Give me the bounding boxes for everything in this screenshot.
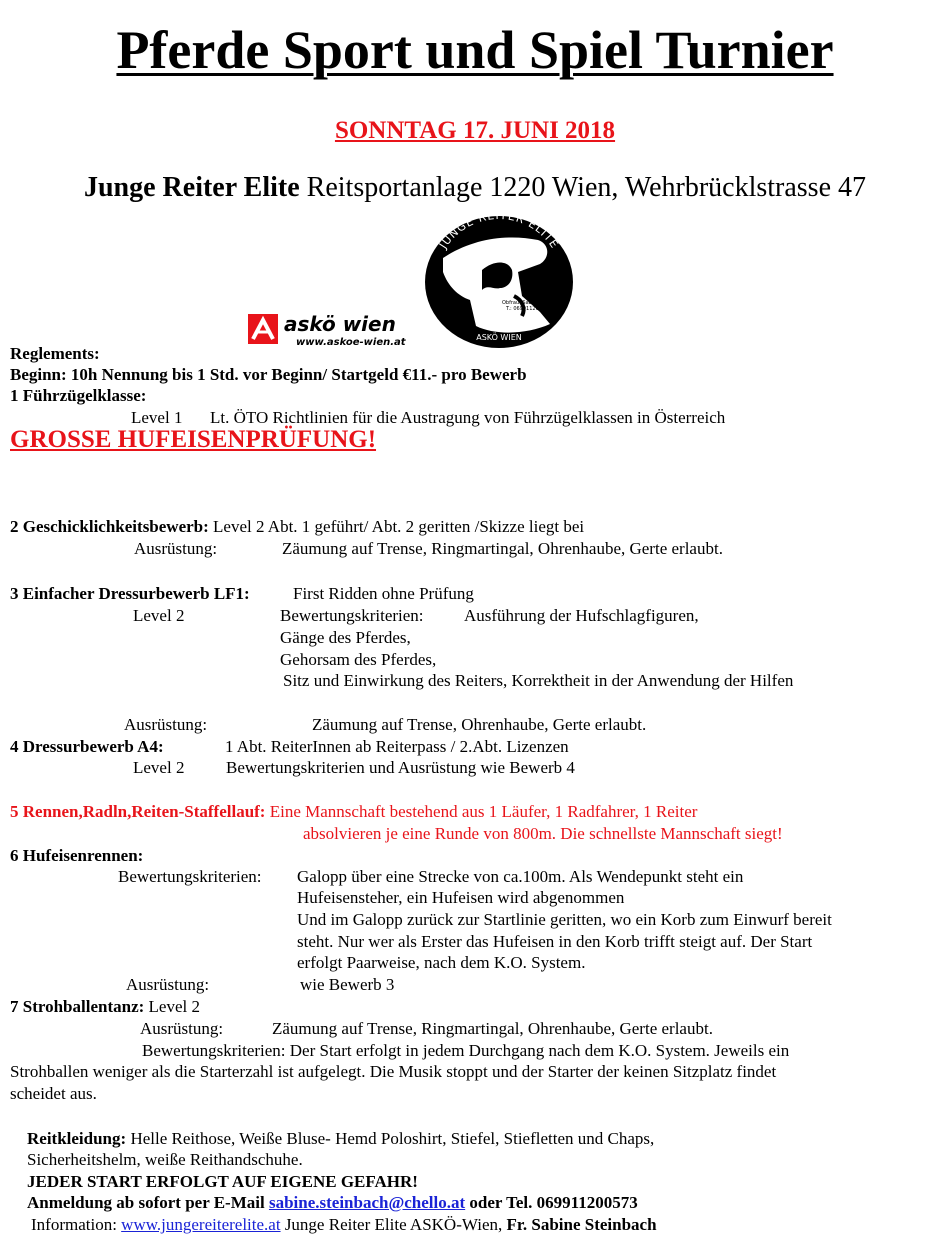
bewerb7-equip-label: Ausrüstung:: [140, 1019, 224, 1038]
bewerb3-criteria-2: Gänge des Pferdes,: [280, 628, 411, 647]
reitkleidung-line: [27, 1128, 654, 1149]
phone-text: oder Tel. 069911200573: [465, 1193, 638, 1212]
bewerb2-line: [10, 516, 584, 537]
reglements-heading: Reglements:: [10, 344, 100, 363]
bewerb3-text: First Ridden ohne Prüfung: [293, 584, 474, 603]
bewerb2-equip-label: Ausrüstung:: [134, 539, 218, 558]
bewerb5-text2: absolvieren je eine Runde von 800m. Die schnellste Mannschaft siegt!: [303, 824, 783, 843]
information-line: [31, 1214, 657, 1235]
bewerb3-criteria-3: Gehorsam des Pferdes,: [280, 650, 437, 669]
anmeldung-label: Anmeldung ab sofort per E-Mail: [27, 1193, 269, 1212]
reitkleidung-label: Reitkleidung:: [27, 1129, 127, 1148]
jre-line1: Obfrau: Sabine Steinbach: [502, 300, 566, 306]
askoe-logo-url: www.askoe-wien.at: [296, 337, 406, 348]
bewerb6-line-1: Galopp über eine Strecke von ca.100m. Als Wendepunkt steht ein: [297, 867, 744, 886]
bewerb1-level: Level 1: [131, 408, 183, 427]
bewerb6-line-4: steht. Nur wer als Erster das Hufeisen in den Korb trifft steigt auf. Der Start: [297, 932, 813, 951]
bewerb4-text: 1 Abt. ReiterInnen ab Reiterpass / 2.Abt. Lizenzen: [225, 737, 569, 756]
bewerb7-line: [10, 996, 200, 1017]
bewerb5-line: [10, 801, 697, 822]
svg-text:JUNGE REITER ELITE: [436, 209, 561, 252]
bewerb4-level-text: Bewertungskriterien und Ausrüstung wie Bewerb 4: [226, 758, 575, 777]
jre-line2: T.: 069911200573: [506, 306, 552, 312]
bewerb7-equip-text: Zäumung auf Trense, Ringmartingal, Ohrenhaube, Gerte erlaubt.: [272, 1019, 713, 1038]
email-link[interactable]: sabine.steinbach@chello.at: [268, 1193, 466, 1212]
jre-logo: [418, 200, 580, 348]
bewerb5-text1: Eine Mannschaft bestehend aus 1 Läufer, 1 Radfahrer, 1 Reiter: [265, 802, 698, 821]
contact-name: Fr. Sabine Steinbach: [506, 1215, 657, 1234]
jre-bottom-text: ASKÖ WIEN: [476, 333, 522, 342]
bewerb3-level: Level 2: [133, 606, 185, 625]
bewerb4-title: 4 Dressurbewerb A4:: [10, 737, 164, 756]
bewerb2-title: 2 Geschicklichkeitsbewerb:: [10, 517, 209, 536]
venue-address: Reitsportanlage 1220 Wien, Wehrbrücklstrasse 47: [299, 172, 866, 203]
reitkleidung-text-2: Sicherheitshelm, weiße Reithandschuhe.: [27, 1150, 303, 1169]
bewerb7-criteria-3: scheidet aus.: [10, 1084, 97, 1103]
bewerb6-line-2: Hufeisensteher, ein Hufeisen wird abgenommen: [297, 888, 625, 907]
club-name: Junge Reiter Elite: [83, 172, 300, 203]
bewerb2-text: Level 2 Abt. 1 geführt/ Abt. 2 geritten /Skizze liegt bei: [208, 517, 585, 536]
bewerb4-level: Level 2: [133, 758, 185, 777]
bewerb6-line-3: Und im Galopp zurück zur Startlinie geritten, wo ein Korb zum Einwurf bereit: [297, 910, 832, 929]
bewerb5-title: 5 Rennen,Radln,Reiten-Staffellauf:: [10, 802, 266, 821]
jre-logo-text: [418, 200, 580, 348]
bewerb3-criteria-label: Bewertungskriterien:: [280, 606, 424, 625]
bewerb3-criteria-1: Ausführung der Hufschlagfiguren,: [464, 606, 699, 625]
highlight-heading: GROSSE HUFEISENPRÜFUNG!: [10, 426, 377, 453]
bewerb7-criteria-1: Bewertungskriterien: Der Start erfolgt in jedem Durchgang nach dem K.O. System. Jeweils ein: [142, 1041, 790, 1060]
askoe-logo-name: askö wien: [284, 312, 396, 336]
beginn-line: Beginn: 10h Nennung bis 1 Std. vor Beginn/ Startgeld €11.- pro Bewerb: [10, 365, 527, 384]
askoe-logo: [248, 312, 406, 352]
bewerb7-criteria-2: Strohballen weniger als die Starterzahl ist aufgelegt. Die Musik stoppt und der Starter der keinen Sitzplatz findet: [10, 1062, 777, 1081]
bewerb3-equip-label: Ausrüstung:: [124, 715, 208, 734]
bewerb6-equip-label: Ausrüstung:: [126, 975, 210, 994]
reitkleidung-text: Helle Reithose, Weiße Bluse- Hemd Poloshirt, Stiefel, Stiefletten und Chaps,: [126, 1129, 655, 1148]
jre-ring-text: JUNGE REITER ELITE: [436, 208, 562, 252]
bewerb3-criteria-4: Sitz und Einwirkung des Reiters, Korrektheit in der Anwendung der Hilfen: [283, 671, 794, 690]
bewerb3-title: 3 Einfacher Dressurbewerb LF1:: [10, 584, 250, 603]
bewerb6-line-5: erfolgt Paarweise, nach dem K.O. System.: [297, 953, 586, 972]
warning-text: JEDER START ERFOLGT AUF EIGENE GEFAHR!: [27, 1172, 418, 1191]
bewerb6-criteria-label: Bewertungskriterien:: [118, 867, 262, 886]
bewerb6-equip-text: wie Bewerb 3: [300, 975, 395, 994]
info-text: Junge Reiter Elite ASKÖ-Wien,: [280, 1215, 507, 1234]
page-title: Pferde Sport und Spiel Turnier: [116, 20, 834, 80]
info-label: Information:: [31, 1215, 122, 1234]
bewerb7-text: Level 2: [144, 997, 200, 1016]
bewerb2-equip-text: Zäumung auf Trense, Ringmartingal, Ohrenhaube, Gerte erlaubt.: [282, 539, 723, 558]
website-link[interactable]: www.jungereiterelite.at: [121, 1215, 281, 1234]
bewerb1-text: Lt. ÖTO Richtlinien für die Austragung von Führzügelklassen in Österreich: [210, 408, 726, 427]
bewerb6-title: 6 Hufeisenrennen:: [10, 846, 144, 865]
bewerb7-title: 7 Strohballentanz:: [10, 997, 145, 1016]
bewerb1-title: 1 Führzügelklasse:: [10, 386, 147, 405]
anmeldung-line: [27, 1192, 638, 1213]
bewerb3-equip-text: Zäumung auf Trense, Ohrenhaube, Gerte erlaubt.: [312, 715, 647, 734]
event-date: SONNTAG 17. JUNI 2018: [334, 117, 616, 144]
